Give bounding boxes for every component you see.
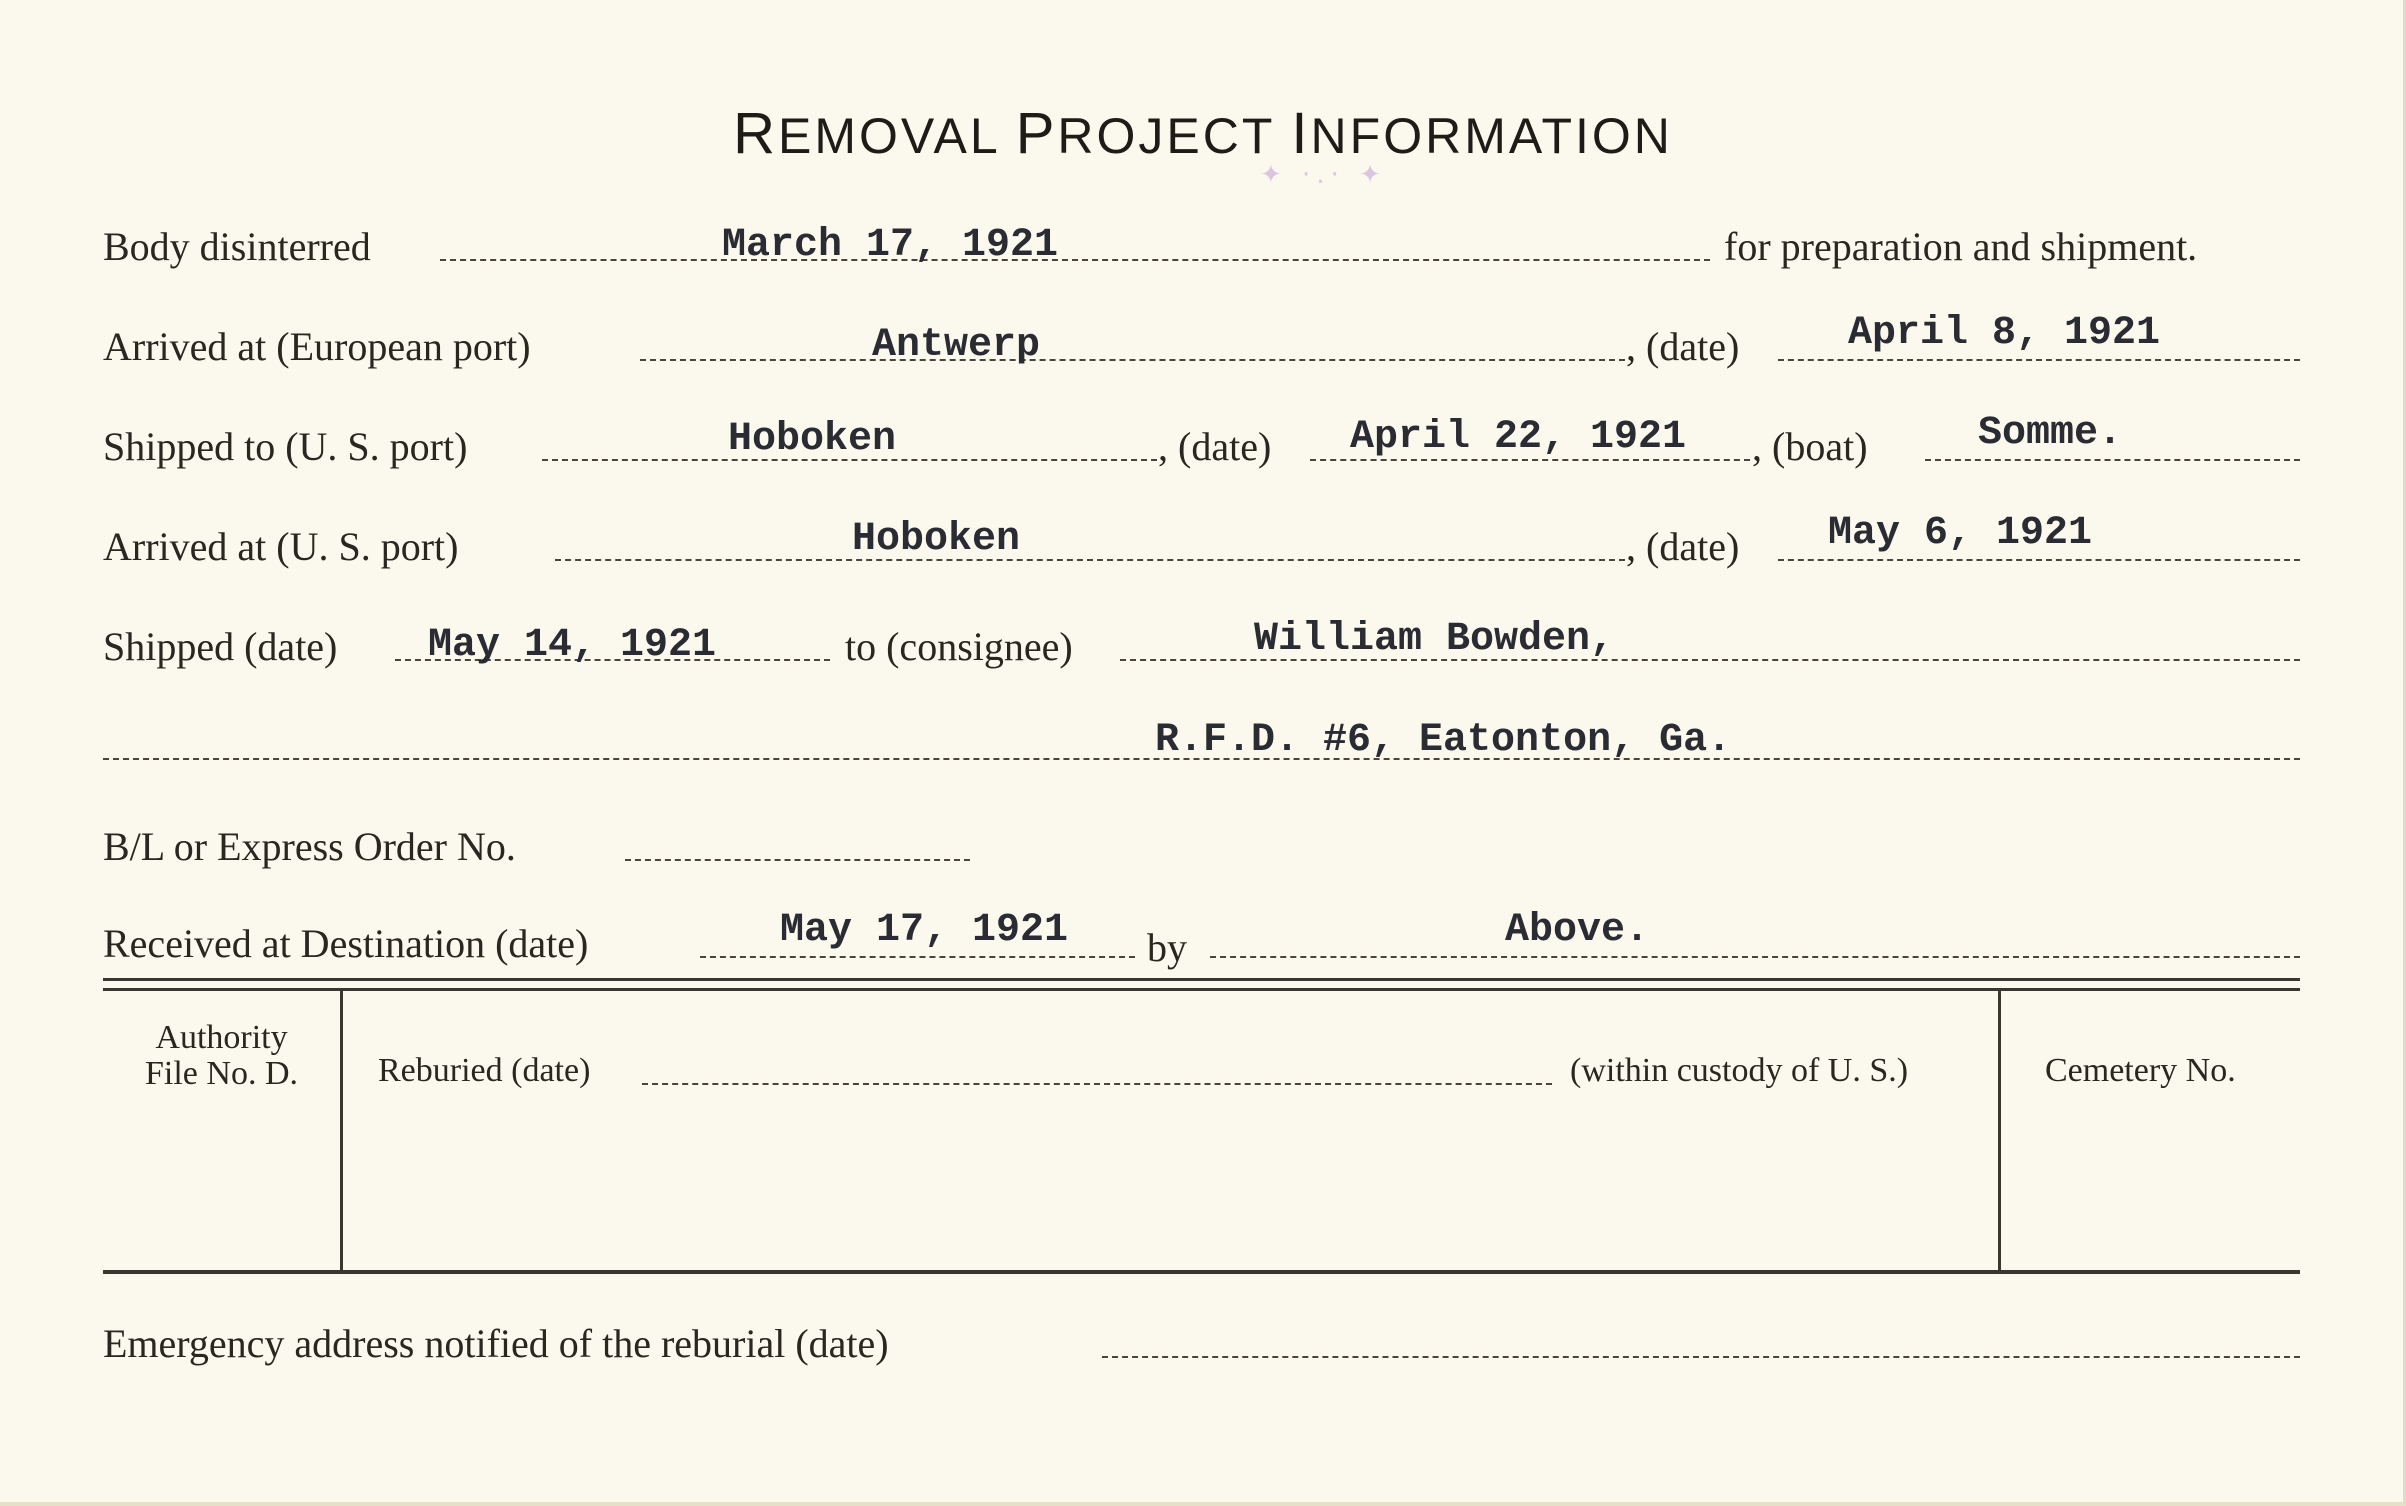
row-emergency	[0, 1312, 2406, 1382]
title-initial-p: P	[1015, 101, 1058, 166]
row-arrived-us	[0, 511, 2406, 585]
address-value: R.F.D. #6, Eatonton, Ga.	[1155, 718, 1732, 763]
emergency-line	[1102, 1356, 2300, 1358]
received-value: May 17, 1921	[780, 908, 1069, 953]
emergency-label: Emergency address notified of the reburial (date)	[103, 1321, 889, 1366]
table-top-rule-2	[103, 988, 2300, 991]
reburied-label: Reburied (date)	[378, 1052, 591, 1089]
received-by-label: by	[1147, 925, 1187, 970]
custody-label: (within custody of U. S.)	[1570, 1052, 1909, 1089]
received-by-value: Above.	[1505, 908, 1650, 953]
table-divider-left	[340, 991, 343, 1271]
arrived-eu-label: Arrived at (European port)	[103, 324, 531, 369]
table-top-rule-1	[103, 978, 2300, 981]
title-initial-i: I	[1291, 101, 1311, 166]
title-rest-3: NFORMATION	[1310, 108, 1673, 164]
shipped-value: May 14, 1921	[428, 623, 717, 668]
arrived-eu-value: Antwerp	[872, 323, 1041, 368]
shipped-us-label: Shipped to (U. S. port)	[103, 424, 468, 469]
shipped-us-value: Hoboken	[728, 417, 897, 462]
table-bottom-rule	[103, 1270, 2300, 1274]
disinterred-value: March 17, 1921	[722, 223, 1059, 268]
row-shipped	[0, 615, 2406, 685]
authority-line-2: File No. D.	[145, 1055, 298, 1092]
arrived-eu-date-label: , (date)	[1626, 324, 1740, 369]
title-rest-2: ROJECT	[1057, 108, 1275, 164]
row-arrived-european	[0, 311, 2406, 385]
arrived-eu-date-value: April 8, 1921	[1848, 311, 2161, 356]
arrived-us-date-value: May 6, 1921	[1828, 511, 2093, 556]
arrived-eu-line	[640, 359, 1625, 361]
received-label: Received at Destination (date)	[103, 921, 589, 966]
bl-label: B/L or Express Order No.	[103, 824, 516, 869]
title-initial-r: R	[733, 101, 778, 166]
authority-line-1: Authority	[155, 1019, 288, 1056]
arrived-us-value: Hoboken	[852, 517, 1021, 562]
arrived-us-line	[555, 559, 1625, 561]
shipped-us-date-value: April 22, 1921	[1350, 415, 1687, 460]
row-disinterred	[0, 215, 2406, 285]
shipped-us-boat-label: , (boat)	[1752, 424, 1868, 469]
arrived-eu-date-line	[1778, 359, 2300, 361]
disinterred-suffix: for preparation and shipment.	[1724, 224, 2198, 269]
row-received	[0, 908, 2406, 982]
disinterred-line	[440, 259, 1710, 261]
shipped-us-boat-value: Somme.	[1978, 411, 2123, 456]
page-title	[0, 100, 2406, 167]
row-address	[0, 710, 2406, 780]
row-shipped-us	[0, 411, 2406, 485]
arrived-us-label: Arrived at (U. S. port)	[103, 524, 459, 569]
shipped-us-date-label: , (date)	[1158, 424, 1272, 469]
cemetery-label: Cemetery No.	[2045, 1052, 2236, 1089]
faint-stamp-mark: ✦ ·.· ✦	[1260, 160, 1387, 190]
arrived-us-date-label: , (date)	[1626, 524, 1740, 569]
table-divider-right	[1998, 991, 2001, 1271]
shipped-label: Shipped (date)	[103, 624, 338, 669]
consignee-label: to (consignee)	[845, 624, 1073, 669]
row-bl	[0, 815, 2406, 885]
reburied-line	[642, 1083, 1552, 1085]
arrived-us-date-line	[1778, 559, 2300, 561]
authority-cell	[103, 1020, 340, 1092]
disinterred-label: Body disinterred	[103, 224, 371, 269]
bl-line	[625, 859, 970, 861]
received-by-line	[1210, 956, 2300, 958]
shipped-us-boat-line	[1925, 459, 2300, 461]
received-line	[700, 956, 1135, 958]
consignee-value: William Bowden,	[1254, 617, 1615, 662]
title-rest-1: EMOVAL	[777, 108, 999, 164]
